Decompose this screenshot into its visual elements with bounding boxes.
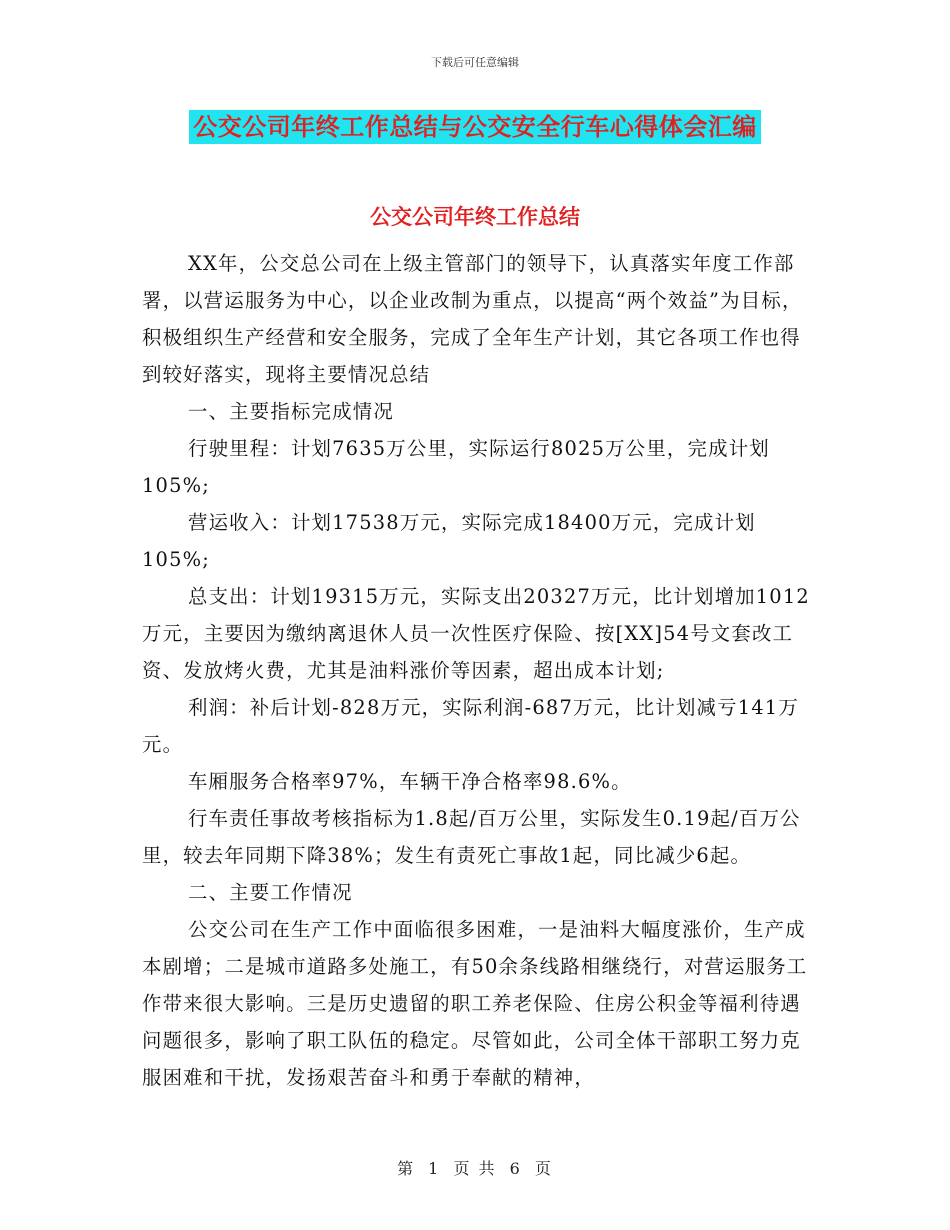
document-body bbox=[142, 245, 810, 1096]
section-title: 公交公司年终工作总结 bbox=[370, 205, 580, 229]
paragraph-intro: XX年，公交总公司在上级主管部门的领导下，认真落实年度工作部署，以营运服务为中心，以企业改制为重点，以提高“两个效益”为目标，积极组织生产经营和安全服务，完成了全年生产计划，其它各项工作也得到较好落实，现将主要情况总结 bbox=[142, 252, 803, 386]
footer-prefix: 第 bbox=[397, 1159, 416, 1178]
paragraph-expenditure: 总支出：计划19315万元，实际支出20327万元，比计划增加1012万元，主要因为缴纳离退休人员一次性医疗保险、按[XX]54号文套改工资、发放烤火费，尤其是油料涨价等因素，超出成本计划; bbox=[142, 585, 810, 682]
page-footer bbox=[0, 1156, 950, 1179]
paragraph-accidents: 行车责任事故考核指标为1.8起/百万公里，实际发生0.19起/百万公里，较去年同期下降38%；发生有责死亡事故1起，同比减少6起。 bbox=[142, 807, 801, 867]
document-main-title: 公交公司年终工作总结与公交安全行车心得体会汇编 bbox=[189, 110, 761, 144]
header-note: 下载后可任意编辑 bbox=[431, 56, 519, 69]
footer-page-current: 1 bbox=[428, 1159, 441, 1178]
paragraph-mileage: 行驶里程：计划7635万公里，实际运行8025万公里，完成计划105%; bbox=[142, 437, 770, 497]
footer-page-total: 6 bbox=[509, 1159, 522, 1178]
main-title-container bbox=[0, 110, 950, 144]
paragraph-profit: 利润：补后计划-828万元，实际利润-687万元，比计划减亏141万元。 bbox=[142, 696, 799, 756]
footer-suffix: 页 bbox=[534, 1159, 553, 1178]
footer-middle: 页 共 bbox=[453, 1159, 497, 1178]
paragraph-revenue: 营运收入：计划17538万元，实际完成18400万元，完成计划105%; bbox=[142, 511, 756, 571]
paragraph-service-rate: 车厢服务合格率97%，车辆干净合格率98.6%。 bbox=[188, 770, 632, 793]
heading-key-indicators: 一、主要指标完成情况 bbox=[188, 400, 394, 423]
heading-main-work: 二、主要工作情况 bbox=[188, 881, 353, 904]
paragraph-difficulties: 公交公司在生产工作中面临很多困难，一是油料大幅度涨价，生产成本剧增；二是城市道路多处施工，有50余条线路相继绕行，对营运服务工作带来很大影响。三是历史遗留的职工养老保险、住房公积金等福利待遇问题很多，影响了职工队伍的稳定。尽管如此，公司全体干部职工努力克服困难和干扰，发扬艰苦奋斗和勇于奉献的精神， bbox=[142, 918, 808, 1089]
